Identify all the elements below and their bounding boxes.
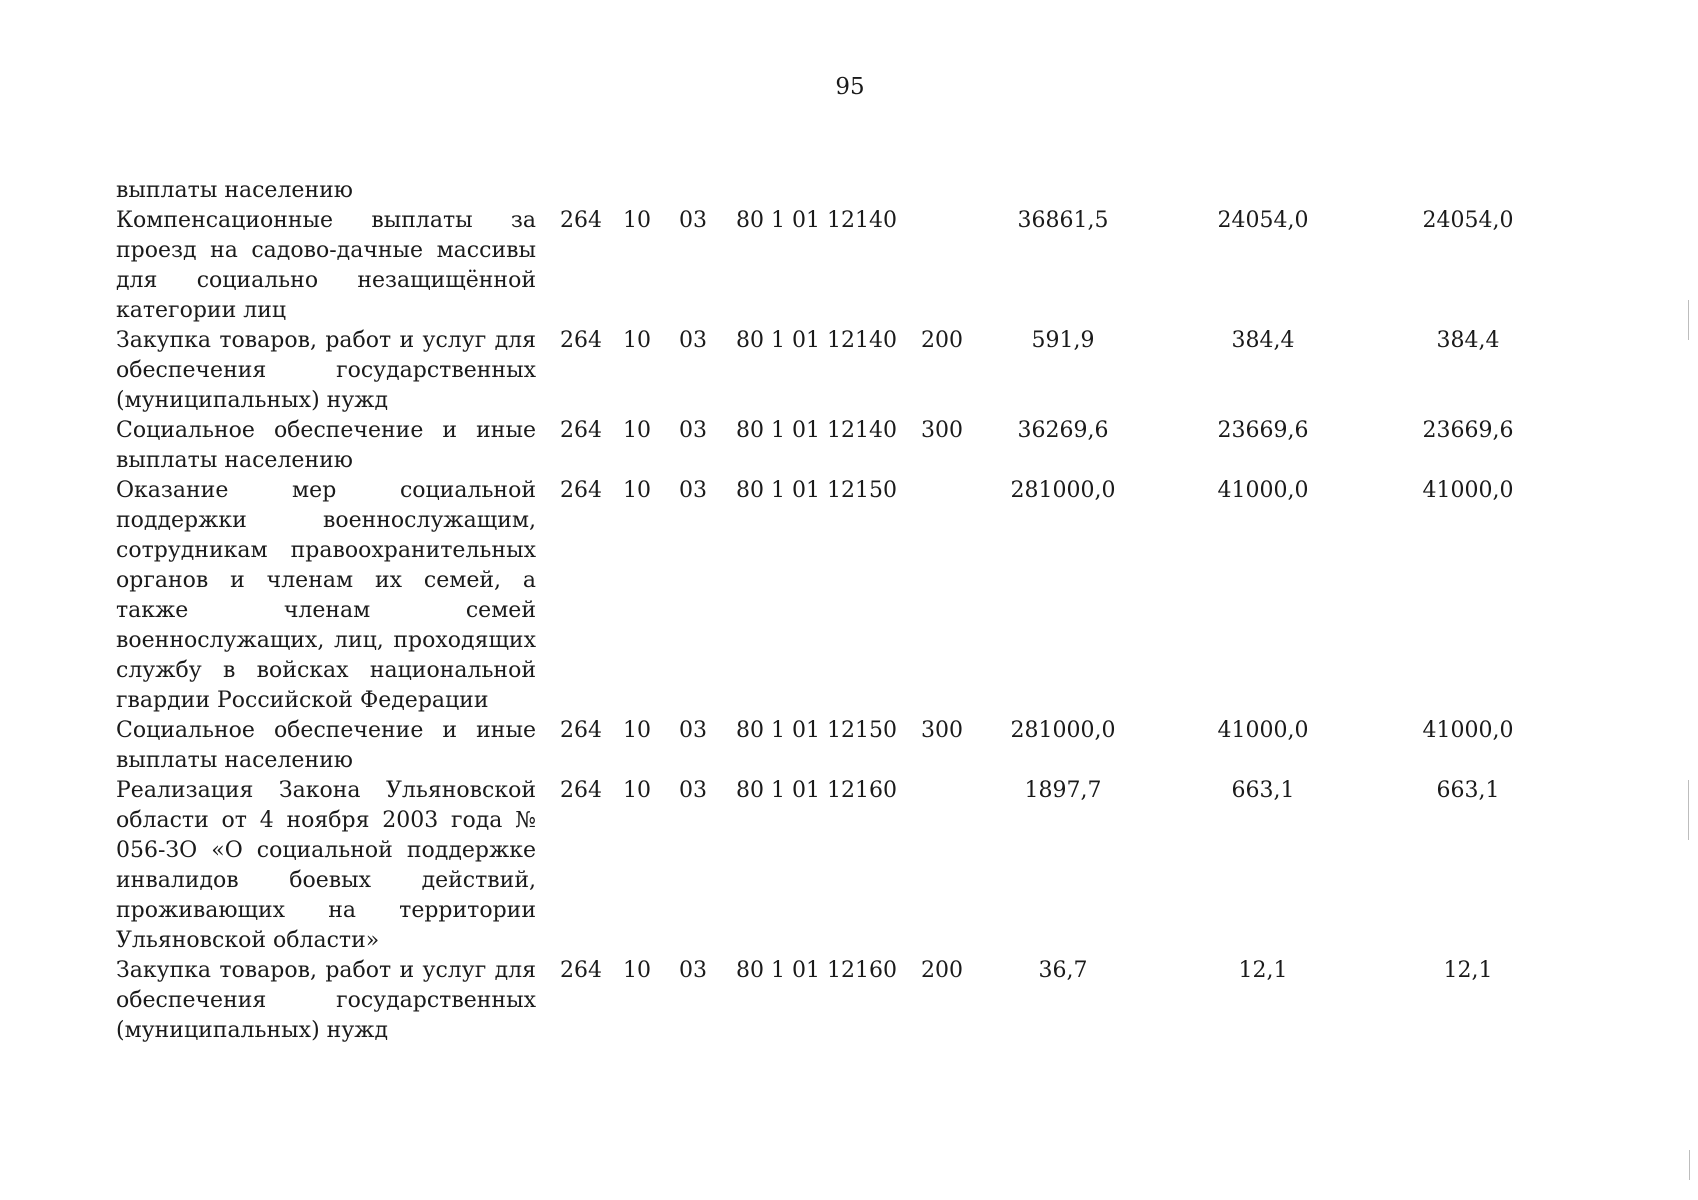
table-row: [116, 776, 1573, 956]
table-row: [116, 416, 1573, 476]
row-section-code: 10: [623, 328, 651, 353]
row-expense-type-code: 200: [921, 958, 963, 983]
row-target-article-code: 80 1 01 12150: [736, 718, 897, 743]
row-amount-2: 12,1: [1238, 958, 1288, 983]
row-name: Социальное обеспечение и иные выплаты населению: [116, 418, 536, 473]
row-target-article-code: 80 1 01 12140: [736, 208, 897, 233]
row-target-article-code: 80 1 01 12160: [736, 958, 897, 983]
row-grbs-code: 264: [560, 718, 602, 743]
row-expense-type-code: 300: [921, 718, 963, 743]
table-row: [116, 716, 1573, 776]
row-amount-1: 36861,5: [1017, 208, 1109, 233]
row-amount-2: 663,1: [1231, 778, 1295, 803]
row-section-code: 10: [623, 778, 651, 803]
table-row: [116, 326, 1573, 416]
row-subsection-code: 03: [679, 718, 707, 743]
row-amount-3: 663,1: [1436, 778, 1500, 803]
row-amount-1: 1897,7: [1024, 778, 1102, 803]
row-subsection-code: 03: [679, 418, 707, 443]
table-row: [116, 956, 1573, 1046]
row-name: Оказание мер социальной поддержки военнослужащим, сотрудникам правоохранительных органов и членам их семей, а также членам семей военнослужащих, лиц, проходящих службу в войсках национальной гвардии Российской Федерации: [116, 478, 536, 713]
row-name: Компенсационные выплаты за проезд на садово-дачные массивы для социально незащищённой категории лиц: [116, 208, 536, 323]
row-expense-type-code: 300: [921, 418, 963, 443]
row-grbs-code: 264: [560, 958, 602, 983]
scan-artifact: [1688, 300, 1689, 340]
row-expense-type-code: [897, 206, 963, 326]
row-section-code: 10: [623, 718, 651, 743]
row-section-code: 10: [623, 418, 651, 443]
row-amount-1: 281000,0: [1010, 718, 1116, 743]
row-grbs-code: 264: [560, 208, 602, 233]
row-amount-2: 384,4: [1231, 328, 1295, 353]
row-name: Реализация Закона Ульяновской области от 4 ноября 2003 года № 056-ЗО «О социальной поддержке инвалидов боевых действий, проживающих на территории Ульяновской области»: [116, 778, 536, 953]
continued-row-text: выплаты населению: [116, 178, 353, 203]
row-name: Закупка товаров, работ и услуг для обеспечения государственных (муниципальных) нужд: [116, 328, 536, 413]
row-amount-1: 281000,0: [1010, 478, 1116, 503]
row-amount-2: 23669,6: [1217, 418, 1309, 443]
row-expense-type-code: [897, 776, 963, 956]
row-target-article-code: 80 1 01 12140: [736, 328, 897, 353]
row-amount-3: 384,4: [1436, 328, 1500, 353]
row-subsection-code: 03: [679, 328, 707, 353]
row-subsection-code: 03: [679, 778, 707, 803]
row-section-code: 10: [623, 208, 651, 233]
row-amount-1: 591,9: [1031, 328, 1095, 353]
row-grbs-code: 264: [560, 478, 602, 503]
row-name: Закупка товаров, работ и услуг для обеспечения государственных (муниципальных) нужд: [116, 958, 536, 1043]
row-amount-3: 23669,6: [1422, 418, 1514, 443]
row-amount-1: 36,7: [1038, 958, 1088, 983]
row-expense-type-code: [897, 476, 963, 716]
row-amount-3: 41000,0: [1422, 718, 1514, 743]
row-section-code: 10: [623, 478, 651, 503]
scan-artifact: [1688, 780, 1689, 840]
row-amount-1: 36269,6: [1017, 418, 1109, 443]
row-subsection-code: 03: [679, 208, 707, 233]
page-number: 95: [835, 74, 865, 100]
row-amount-3: 41000,0: [1422, 478, 1514, 503]
row-amount-2: 24054,0: [1217, 208, 1309, 233]
row-grbs-code: 264: [560, 778, 602, 803]
budget-table: [116, 206, 1573, 1046]
row-target-article-code: 80 1 01 12140: [736, 418, 897, 443]
row-target-article-code: 80 1 01 12150: [736, 478, 897, 503]
row-expense-type-code: 200: [921, 328, 963, 353]
row-subsection-code: 03: [679, 478, 707, 503]
table-row: [116, 476, 1573, 716]
row-section-code: 10: [623, 958, 651, 983]
row-grbs-code: 264: [560, 418, 602, 443]
row-amount-2: 41000,0: [1217, 718, 1309, 743]
row-name: Социальное обеспечение и иные выплаты населению: [116, 718, 536, 773]
row-subsection-code: 03: [679, 958, 707, 983]
row-amount-3: 12,1: [1443, 958, 1493, 983]
row-grbs-code: 264: [560, 328, 602, 353]
scan-artifact: [1689, 1150, 1690, 1180]
row-amount-3: 24054,0: [1422, 208, 1514, 233]
row-target-article-code: 80 1 01 12160: [736, 778, 897, 803]
row-amount-2: 41000,0: [1217, 478, 1309, 503]
table-row: [116, 206, 1573, 326]
